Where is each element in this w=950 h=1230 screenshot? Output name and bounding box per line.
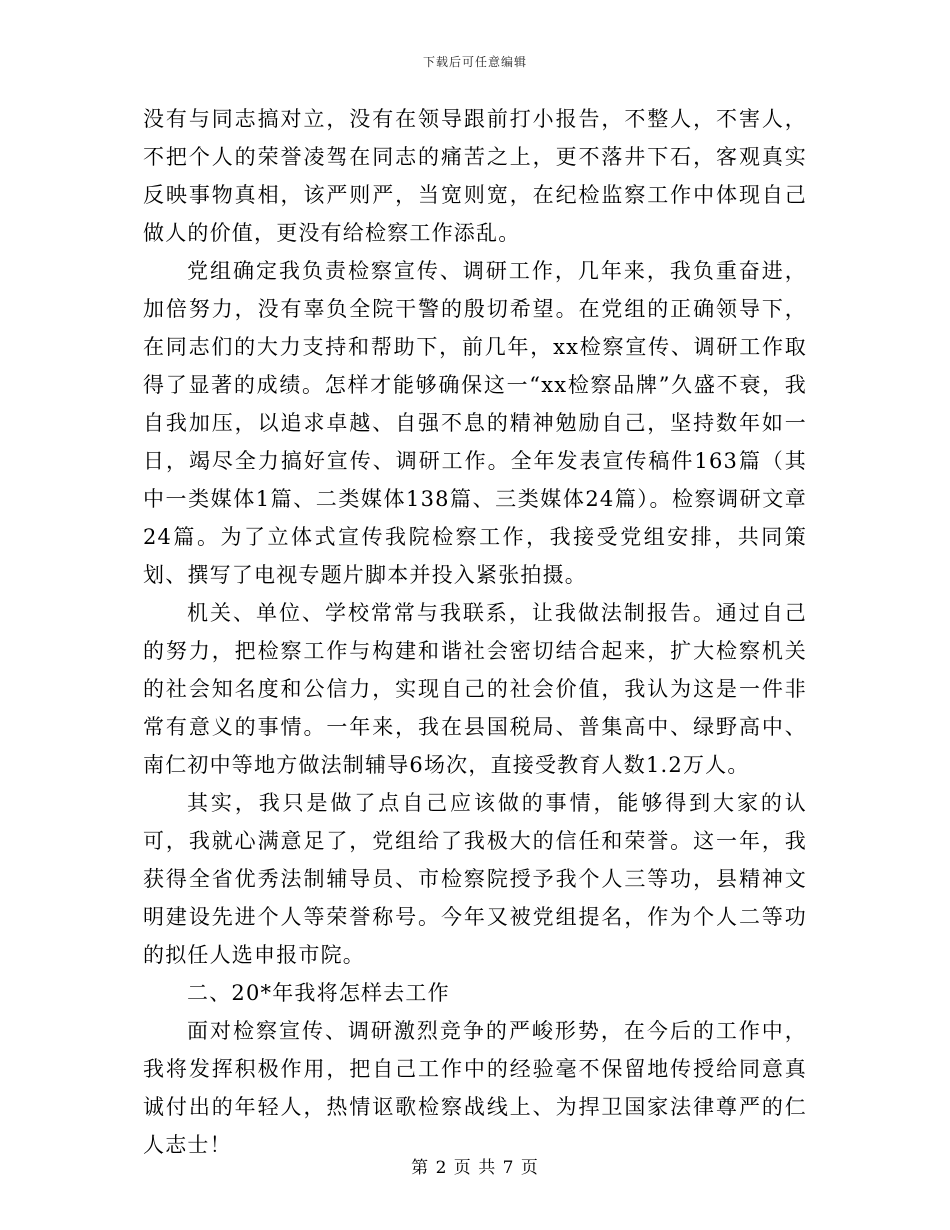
document-body [143, 100, 807, 1164]
page-header: 下载后可任意编辑 [422, 55, 527, 69]
paragraph-4: 其实，我只是做了点自己应该做的事情，能够得到大家的认可，我就心满意足了，党组给了我极大的信任和荣誉。这一年，我获得全省优秀法制辅导员、市检察院授予我个人三等功，县精神文明建设先进个人等荣誉称号。今年又被党组提名，作为个人二等功的拟任人选申报市院。 [143, 791, 807, 967]
paragraph-3: 机关、单位、学校常常与我联系，让我做法制报告。通过自己的努力，把检察工作与构建和谐社会密切结合起来，扩大检察机关的社会知名度和公信力，实现自己的社会价值，我认为这是一件非常有意义的事情。一年来，我在县国税局、普集高中、绿野高中、南仁初中等地方做法制辅导6场次，直接受教育人数1.2万人。 [143, 601, 807, 777]
section-heading: 二、20*年我将怎样去工作 [187, 981, 450, 1005]
paragraph-1: 没有与同志搞对立，没有在领导跟前打小报告，不整人，不害人，不把个人的荣誉凌驾在同志的痛苦之上，更不落井下石，客观真实反映事物真相，该严则严，当宽则宽，在纪检监察工作中体现自己做人的价值，更没有给检察工作添乱。 [143, 107, 807, 245]
paragraph-5: 面对检察宣传、调研激烈竞争的严峻形势，在今后的工作中，我将发挥积极作用，把自己工作中的经验毫不保留地传授给同意真诚付出的年轻人，热情讴歌检察战线上、为捍卫国家法律尊严的仁人志士！ [143, 1019, 807, 1157]
paragraph-2: 党组确定我负责检察宣传、调研工作，几年来，我负重奋进，加倍努力，没有辜负全院干警的殷切希望。在党组的正确领导下，在同志们的大力支持和帮助下，前几年，xx检察宣传、调研工作取得了显著的成绩。怎样才能够确保这一“xx检察品牌”久盛不衰，我自我加压，以追求卓越、自强不息的精神勉励自己，坚持数年如一日，竭尽全力搞好宣传、调研工作。全年发表宣传稿件163篇（其中一类媒体1篇、二类媒体138篇、三类媒体24篇）。检察调研文章24篇。为了立体式宣传我院检察工作，我接受党组安排，共同策划、撰写了电视专题片脚本并投入紧张拍摄。 [143, 259, 807, 587]
page-number-footer: 第 2 页 共 7 页 [411, 1158, 539, 1178]
